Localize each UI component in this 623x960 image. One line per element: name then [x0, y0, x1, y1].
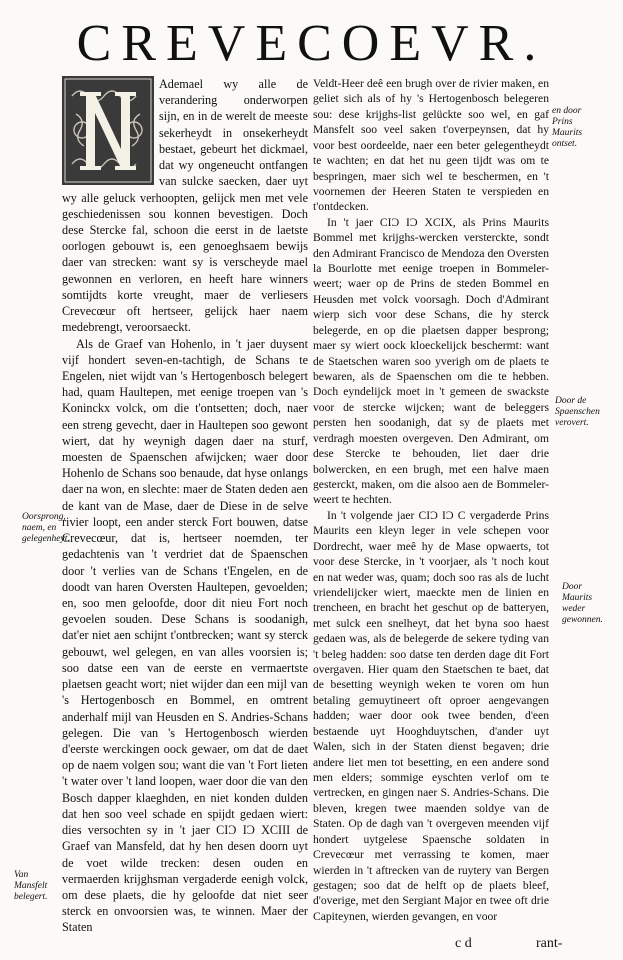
margin-note: Door de Spaenschen verovert. [555, 396, 600, 428]
paragraph: Ademael wy alle de verandering onderworpen sijn, en in de werelt de meeste sekerheydt in onsekerheydt bestaet, gebeurt het dickmael, dat wy ongeneucht ontfangen van sulcke saecken, daer uyt wy alle geluck verhoopten, gelijck men met vele geschiedenissen sou konnen bevestigen. Doch dese Stercke fal, schoon die eerst in de laetste oorlogen gebouwt is, een genoeghsaem bewijs daer van strecken: want sy is verscheyde mael gewonnen en verloren, en heeft hare winners somtijdts korte vreught, maer de verliesers Crevecœur oft hertseer, gelijck haer naem medebrengt, veroorsaeckt. [62, 77, 308, 335]
left-column [62, 76, 308, 936]
paragraph: Veldt-Heer deê een brugh over de rivier maken, en geliet sich als of hy 's Hertogenbosch belegeren sou: dese krijghs-list gelückte soo wel, en gaf Mansfelt soo veel saken t'overpeynsen, dat hy voor best oordeelde, naer een beter gelegentheydt te wachten; en dat het nu geen tijdt was om te bespringen, maer sich wel te beschermen, en 't voornemen der Heeren Staten te verspieden en t'ontdecken. [313, 77, 549, 214]
paragraph: Als de Graef van Hohenlo, in 't jaer duysent vijf hondert seven-en-tachtigh, de Schans te Engelen, niet wijdt van 's Hertogenbosch belegert had, quam Haultepen, met eenige troepen van 's Koninckx volck, om die t'ontsetten; doch, naer een streng gevecht, daer in Haultepen soo gewont wiert, dat hy weynigh dagen daer na sturf, moesten de Spaenschen afwijcken; waer door Hohenlo de Schans soo benaude, dat hyse onlangs daer na won, en slechte: maer de Staten deden aen de kant van de Mase, daer de Diese in de selve rivier loopt, een ander sterck Fort bouwen, datse Crevecœur, dat is, hertseer noemden, ter gedachtenis van 't verdriet dat de Spaenschen door 't verlies van de Schans t'Engelen, en de doodt van haren Oversten Haultepen, gevoelden; en, soo men geloofde, door dit nieu Fort noch gevoelen souden. Dese Schans is soodanigh, dat'er niet aen schijnt t'ontbrecken; want sy sterck gebouwt, wel gelegen, en van alles voorsien is; soo datse een van de eerste en vermaertste plaetsen geacht wort; niet wijder dan een mijl van 's Hertogenbosch en Bommel, en omtrent anderhalf mijl van Heusden en S. Andries-Schans gelegen. Die van 's Hertogenbosch wierden d'eerste werckingen oock gewaer, om dat de daet op de naem volgen sou; want die van 't Fort lieten 't water over 't land loopen, waer door die van den Bosch dapper klaeghden, en niet konden dulden dat hen soo veel schade en spijdt gedaen wiert: dies versochten sy in 't jaer CIƆ IƆ XCIII de Graef van Mansfeld, dat hy hen desen doorn uyt de voet wilde trecken: desen ouden en vermaerden krijghsman vergaderde eenigh volck, om dese plaets, die hy geloofde dat niet seer sterck en onvoorsien was, te winnen. Maer der Staten [62, 336, 308, 935]
margin-note: Van Mansfelt belegert. [14, 870, 48, 902]
signature-mark: c d [455, 936, 472, 951]
catchword: rant- [536, 936, 563, 951]
margin-note: en door Prins Maurits ontset. [552, 106, 583, 149]
decorated-initial-n-graphic [62, 76, 154, 185]
decorated-initial-n [62, 76, 154, 185]
margin-note: Oorsprong, naem, en gelegenheyt. [22, 512, 70, 544]
paragraph: In 't jaer CIƆ IƆ XCIX, als Prins Maurits Bommel met krijghs-wercken versterckte, sondt den Admirant Francisco de Mendoza den Oversten la Bourlotte met eenige troepen in Bommeler-weert; waer op de Prins de steden Bommel en Heusden met volck voorsagh. Doch d'Admirant wierp sich voor dese Schans, die hy sterck belegerde, en op die plaetsen dapper besprong; maer sy wiert oock kloeckelijck beschermt: want de Staetschen waren soo yverigh om de plaets te bewaren, als de Spaenschen om die te hebben. Doch eyndelijck moet in 't gemeen de swackste voor de stercke wijcken; want de beleggers persten hen soodanigh, dat sy de plaets met verdragh moesten overgeven. Den Admirant, om dese Stercke te behouden, liet daer drie bolwercken, en een brugh, met een halve maen gesterckt, maken, om die alsoo aen de Bommeler-weert te hechten. [313, 215, 549, 507]
paragraph: In 't volgende jaer CIƆ IƆ C vergaderde Prins Maurits een kleyn leger in vele schepen voor Dordrecht, waer meê hy de Mase opwaerts, tot voor dese Stercke, in 't voorjaer, als 't noch kout en nat weder was, quam; doch soo ras als de lucht vriendelijcker wiert, maeckte men de linien en trencheen, en bracht het geschut op de batteryen, met sulck een snelheyt, dat het byna soo haest gedaen was, als de belegerde de sekere tyding van 't beleg hadden: soo datse ten derden dage dit Fort overgaven. Hier quam den Staetschen te baet, dat de besetting weynigh weken te voren om hun betaling gemuytineert oft oproer aengevangen hadden; waer door ook twee benden, d'een bestaende uyt Hooghduytschen, d'ander uyt Walen, sich in der Staten dienst begaven; drie andere liet men tot besetting, en een andere sond men elders; sommige eyschten verlof om te vertrecken, en gingen naer S. Andries-Schans. Die bleven, kregen twee maenden soldye van de Staten. Op de dagh van 't overgeven meenden vijf hondert uytgelese Spaensche soldaten in Crevecœur met verrassing te komen, maer wierden in 't aftrecken van de ruytery van Bergen gestagen; soo dat de helft op de plaets bleef, d'overige, met den Sergiant Major en twee oft drie Capiteynen, wierden gevangen, en voor [313, 508, 549, 923]
page-title: CREVECOEVR. [76, 15, 547, 72]
right-column [313, 76, 549, 924]
margin-note: Door Maurits weder gewonnen. [562, 582, 603, 625]
